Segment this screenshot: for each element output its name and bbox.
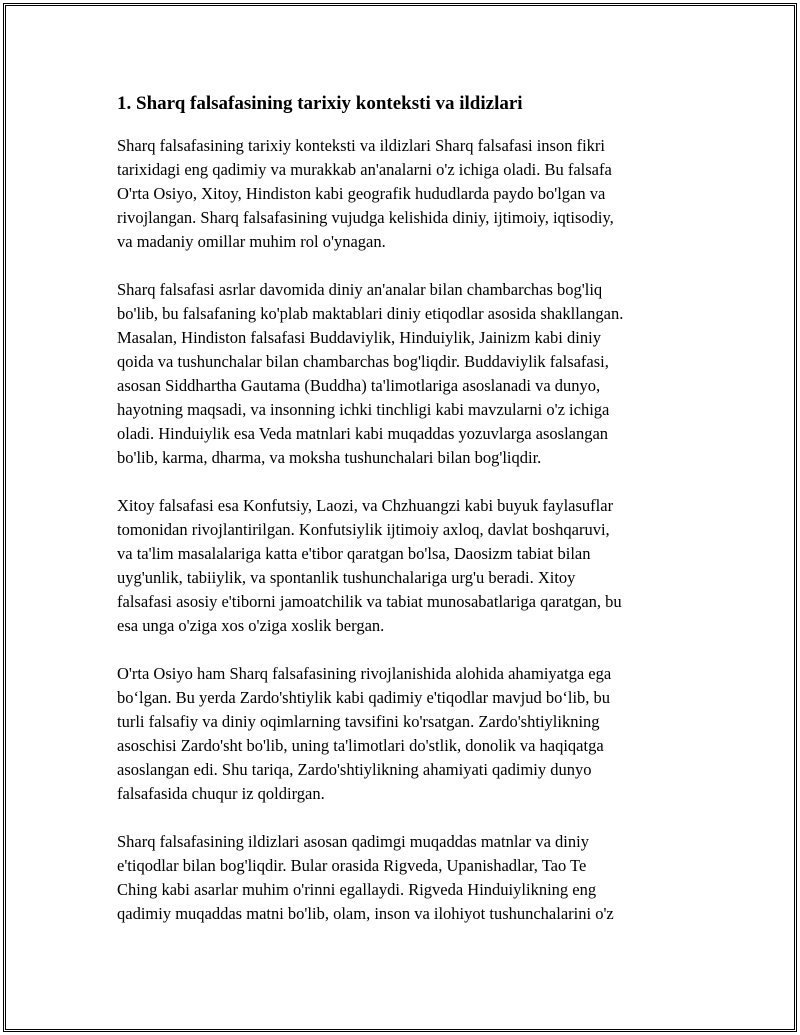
text-line: asosan Siddhartha Gautama (Buddha) ta'limotlariga asoslanadi va dunyo,	[117, 376, 601, 395]
text-line: Sharq falsafasining ildizlari asosan qadimgi muqaddas matnlar va diniy	[117, 832, 589, 851]
text-line: va madaniy omillar muhim rol o'ynagan.	[117, 232, 386, 251]
text-line: Masalan, Hindiston falsafasi Buddaviylik, Hinduiylik, Jainizm kabi diniy	[117, 328, 601, 347]
text-line: O'rta Osiyo ham Sharq falsafasining rivojlanishida alohida ahamiyatga ega	[117, 664, 612, 683]
text-line: Xitoy falsafasi esa Konfutsiy, Laozi, va Chzhuangzi kabi buyuk faylasuflar	[117, 496, 614, 515]
text-line: bo‘lgan. Bu yerda Zardo'shtiylik kabi qadimiy e'tiqodlar mavjud bo‘lib, bu	[117, 688, 611, 707]
text-line: bo'lib, bu falsafaning ko'plab maktablari diniy etiqodlar asosida shakllangan.	[117, 304, 624, 323]
text-line: va ta'lim masalalariga katta e'tibor qaratgan bo'lsa, Daosizm tabiat bilan	[117, 544, 591, 563]
text-line: asoslangan edi. Shu tariqa, Zardo'shtiylikning ahamiyati qadimiy dunyo	[117, 760, 592, 779]
text-line: Sharq falsafasining tarixiy konteksti va ildizlari Sharq falsafasi inson fikri	[117, 136, 606, 155]
text-line: Sharq falsafasi asrlar davomida diniy an'analar bilan chambarchas bog'liq	[117, 280, 603, 299]
text-line: e'tiqodlar bilan bog'liqdir. Bular orasida Rigveda, Upanishadlar, Tao Te	[117, 856, 587, 875]
text-line: tarixidagi eng qadimiy va murakkab an'analarni o'z ichiga oladi. Bu falsafa	[117, 160, 612, 179]
text-line: Ching kabi asarlar muhim o'rinni egallaydi. Rigveda Hinduiylikning eng	[117, 880, 597, 899]
text-line: bo'lib, karma, dharma, va moksha tushunchalari bilan bog'liqdir.	[117, 448, 542, 467]
text-line: qoida va tushunchalar bilan chambarchas bog'liqdir. Buddaviylik falsafasi,	[117, 352, 609, 371]
section-heading: 1. Sharq falsafasining tarixiy konteksti va ildizlari	[117, 93, 523, 114]
text-line: turli falsafiy va diniy oqimlarning tavsifini ko'rsatgan. Zardo'shtiylikning	[117, 712, 600, 731]
text-line: falsafasida chuqur iz qoldirgan.	[117, 784, 325, 803]
text-line: oladi. Hinduiylik esa Veda matnlari kabi muqaddas yozuvlarga asoslangan	[117, 424, 609, 443]
document-body	[117, 92, 689, 950]
paragraph-3	[117, 494, 689, 638]
text-line: falsafasi asosiy e'tiborni jamoatchilik va tabiat munosabatlariga qaratgan, bu	[117, 592, 622, 611]
text-line: O'rta Osiyo, Xitoy, Hindiston kabi geografik hududlarda paydo bo'lgan va	[117, 184, 606, 203]
text-line: hayotning maqsadi, va insonning ichki tinchligi kabi mavzularni o'z ichiga	[117, 400, 610, 419]
text-line: qadimiy muqaddas matni bo'lib, olam, inson va ilohiyot tushunchalarini o'z	[117, 904, 614, 923]
text-line: esa unga o'ziga xos o'ziga xoslik bergan.	[117, 616, 385, 635]
paragraph-5	[117, 830, 689, 926]
text-line: asoschisi Zardo'sht bo'lib, uning ta'limotlari do'stlik, donolik va haqiqatga	[117, 736, 604, 755]
paragraph-2	[117, 278, 689, 470]
text-line: uyg'unlik, tabiiylik, va spontanlik tushunchalariga urg'u beradi. Xitoy	[117, 568, 576, 587]
paragraph-4	[117, 662, 689, 806]
paragraph-1	[117, 134, 689, 254]
text-line: tomonidan rivojlantirilgan. Konfutsiylik ijtimoiy axloq, davlat boshqaruvi,	[117, 520, 610, 539]
text-line: rivojlangan. Sharq falsafasining vujudga kelishida diniy, ijtimoiy, iqtisodiy,	[117, 208, 614, 227]
